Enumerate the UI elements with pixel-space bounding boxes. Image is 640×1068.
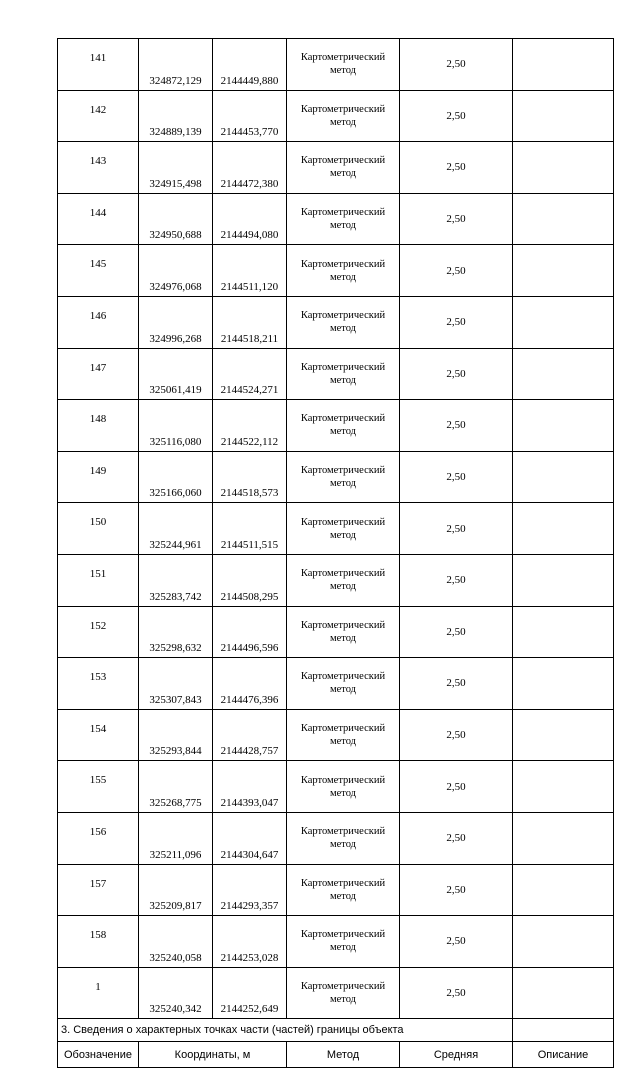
table-row bbox=[58, 658, 614, 710]
point-x: 325283,742 bbox=[139, 554, 213, 606]
point-y: 2144494,080 bbox=[213, 193, 287, 245]
table-row bbox=[58, 39, 614, 91]
point-id: 155 bbox=[58, 761, 139, 813]
points-table bbox=[57, 38, 614, 1068]
table-row bbox=[58, 812, 614, 864]
point-description bbox=[513, 554, 614, 606]
point-id: 1 bbox=[58, 967, 139, 1019]
header-average: Средняя bbox=[400, 1042, 513, 1068]
point-x: 325293,844 bbox=[139, 709, 213, 761]
point-method: Картометрический метод bbox=[287, 709, 400, 761]
section3-title-empty bbox=[513, 1019, 614, 1042]
point-description bbox=[513, 39, 614, 91]
point-description bbox=[513, 296, 614, 348]
section3-header-row bbox=[58, 1042, 614, 1068]
point-y: 2144428,757 bbox=[213, 709, 287, 761]
point-method: Картометрический метод bbox=[287, 554, 400, 606]
point-method: Картометрический метод bbox=[287, 916, 400, 968]
point-x: 325166,060 bbox=[139, 451, 213, 503]
point-description bbox=[513, 864, 614, 916]
point-x: 325240,058 bbox=[139, 916, 213, 968]
point-x: 325268,775 bbox=[139, 761, 213, 813]
point-description bbox=[513, 193, 614, 245]
point-accuracy: 2,50 bbox=[400, 400, 513, 452]
table-row bbox=[58, 193, 614, 245]
point-method: Картометрический метод bbox=[287, 348, 400, 400]
point-y: 2144508,295 bbox=[213, 554, 287, 606]
point-description bbox=[513, 503, 614, 555]
table-row bbox=[58, 864, 614, 916]
point-x: 325244,961 bbox=[139, 503, 213, 555]
point-accuracy: 2,50 bbox=[400, 658, 513, 710]
section3-title: 3. Сведения о характерных точках части (частей) границы объекта bbox=[58, 1019, 513, 1042]
table-row bbox=[58, 348, 614, 400]
point-id: 145 bbox=[58, 245, 139, 297]
point-x: 325307,843 bbox=[139, 658, 213, 710]
point-id: 158 bbox=[58, 916, 139, 968]
point-x: 324915,498 bbox=[139, 142, 213, 194]
point-accuracy: 2,50 bbox=[400, 296, 513, 348]
point-method: Картометрический метод bbox=[287, 864, 400, 916]
point-id: 144 bbox=[58, 193, 139, 245]
table-row bbox=[58, 606, 614, 658]
point-y: 2144476,396 bbox=[213, 658, 287, 710]
point-description bbox=[513, 967, 614, 1019]
point-id: 149 bbox=[58, 451, 139, 503]
point-accuracy: 2,50 bbox=[400, 761, 513, 813]
table-row bbox=[58, 967, 614, 1019]
table-row bbox=[58, 90, 614, 142]
point-accuracy: 2,50 bbox=[400, 90, 513, 142]
point-accuracy: 2,50 bbox=[400, 709, 513, 761]
point-y: 2144304,647 bbox=[213, 812, 287, 864]
point-y: 2144518,573 bbox=[213, 451, 287, 503]
point-method: Картометрический метод bbox=[287, 658, 400, 710]
point-description bbox=[513, 606, 614, 658]
point-description bbox=[513, 451, 614, 503]
point-method: Картометрический метод bbox=[287, 245, 400, 297]
point-accuracy: 2,50 bbox=[400, 864, 513, 916]
table-row bbox=[58, 503, 614, 555]
point-description bbox=[513, 142, 614, 194]
section3-table bbox=[58, 1019, 614, 1068]
point-y: 2144496,596 bbox=[213, 606, 287, 658]
point-accuracy: 2,50 bbox=[400, 606, 513, 658]
point-accuracy: 2,50 bbox=[400, 916, 513, 968]
point-accuracy: 2,50 bbox=[400, 967, 513, 1019]
point-description bbox=[513, 400, 614, 452]
point-x: 324996,268 bbox=[139, 296, 213, 348]
point-x: 324976,068 bbox=[139, 245, 213, 297]
point-method: Картометрический метод bbox=[287, 812, 400, 864]
point-id: 152 bbox=[58, 606, 139, 658]
point-method: Картометрический метод bbox=[287, 400, 400, 452]
point-x: 325240,342 bbox=[139, 967, 213, 1019]
point-y: 2144252,649 bbox=[213, 967, 287, 1019]
point-accuracy: 2,50 bbox=[400, 451, 513, 503]
point-accuracy: 2,50 bbox=[400, 348, 513, 400]
point-method: Картометрический метод bbox=[287, 193, 400, 245]
point-y: 2144393,047 bbox=[213, 761, 287, 813]
point-description bbox=[513, 348, 614, 400]
point-accuracy: 2,50 bbox=[400, 142, 513, 194]
point-x: 325209,817 bbox=[139, 864, 213, 916]
table-row bbox=[58, 916, 614, 968]
point-method: Картометрический метод bbox=[287, 142, 400, 194]
point-id: 143 bbox=[58, 142, 139, 194]
point-accuracy: 2,50 bbox=[400, 554, 513, 606]
point-accuracy: 2,50 bbox=[400, 812, 513, 864]
point-method: Картометрический метод bbox=[287, 606, 400, 658]
point-description bbox=[513, 245, 614, 297]
table-row bbox=[58, 400, 614, 452]
table-row bbox=[58, 296, 614, 348]
header-designation: Обозначение bbox=[58, 1042, 139, 1068]
point-method: Картометрический метод bbox=[287, 296, 400, 348]
point-id: 150 bbox=[58, 503, 139, 555]
point-y: 2144453,770 bbox=[213, 90, 287, 142]
point-y: 2144518,211 bbox=[213, 296, 287, 348]
section3-title-row bbox=[58, 1019, 614, 1042]
point-description bbox=[513, 761, 614, 813]
point-id: 148 bbox=[58, 400, 139, 452]
point-x: 325116,080 bbox=[139, 400, 213, 452]
point-x: 324889,139 bbox=[139, 90, 213, 142]
point-id: 153 bbox=[58, 658, 139, 710]
point-id: 151 bbox=[58, 554, 139, 606]
point-method: Картометрический метод bbox=[287, 451, 400, 503]
point-y: 2144293,357 bbox=[213, 864, 287, 916]
point-description bbox=[513, 916, 614, 968]
point-description bbox=[513, 812, 614, 864]
point-description bbox=[513, 709, 614, 761]
point-method: Картометрический метод bbox=[287, 39, 400, 91]
point-id: 154 bbox=[58, 709, 139, 761]
point-accuracy: 2,50 bbox=[400, 245, 513, 297]
point-y: 2144522,112 bbox=[213, 400, 287, 452]
point-id: 157 bbox=[58, 864, 139, 916]
point-accuracy: 2,50 bbox=[400, 193, 513, 245]
table-row bbox=[58, 245, 614, 297]
point-x: 324950,688 bbox=[139, 193, 213, 245]
table-row bbox=[58, 554, 614, 606]
header-description: Описание bbox=[513, 1042, 614, 1068]
point-id: 156 bbox=[58, 812, 139, 864]
point-x: 324872,129 bbox=[139, 39, 213, 91]
point-y: 2144511,515 bbox=[213, 503, 287, 555]
point-id: 142 bbox=[58, 90, 139, 142]
table-row bbox=[58, 709, 614, 761]
point-id: 146 bbox=[58, 296, 139, 348]
point-x: 325211,096 bbox=[139, 812, 213, 864]
point-y: 2144511,120 bbox=[213, 245, 287, 297]
point-y: 2144524,271 bbox=[213, 348, 287, 400]
point-method: Картометрический метод bbox=[287, 90, 400, 142]
table-row bbox=[58, 761, 614, 813]
point-id: 141 bbox=[58, 39, 139, 91]
point-method: Картометрический метод bbox=[287, 967, 400, 1019]
point-method: Картометрический метод bbox=[287, 761, 400, 813]
table-row bbox=[58, 142, 614, 194]
point-x: 325298,632 bbox=[139, 606, 213, 658]
point-y: 2144253,028 bbox=[213, 916, 287, 968]
point-id: 147 bbox=[58, 348, 139, 400]
points-body bbox=[58, 39, 614, 1019]
point-accuracy: 2,50 bbox=[400, 39, 513, 91]
header-coordinates: Координаты, м bbox=[139, 1042, 287, 1068]
table-row bbox=[58, 451, 614, 503]
point-description bbox=[513, 90, 614, 142]
header-method: Метод bbox=[287, 1042, 400, 1068]
point-accuracy: 2,50 bbox=[400, 503, 513, 555]
point-y: 2144449,880 bbox=[213, 39, 287, 91]
point-description bbox=[513, 658, 614, 710]
point-y: 2144472,380 bbox=[213, 142, 287, 194]
point-x: 325061,419 bbox=[139, 348, 213, 400]
point-method: Картометрический метод bbox=[287, 503, 400, 555]
